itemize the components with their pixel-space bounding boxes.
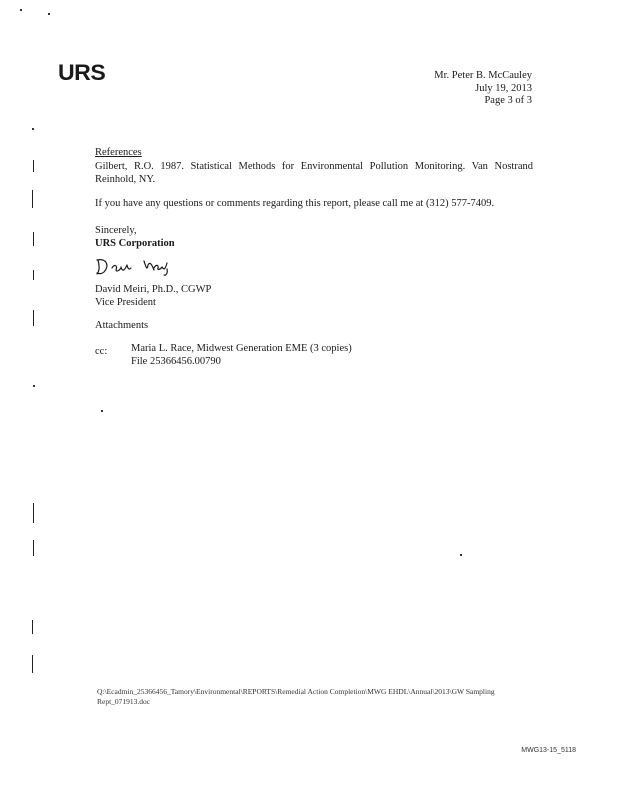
cc-recipient: Maria L. Race, Midwest Generation EME (3 copies) [131, 343, 352, 354]
document-path-line: Q:\Ecadmin_25366456_Tamory\Environmental\REPORTS\Remedial Action Completion\MWG EHDL\Annual\2013\GW Sampling [97, 687, 495, 696]
page-number: Page 3 of 3 [484, 95, 532, 106]
recipient-name: Mr. Peter B. McCauley [434, 70, 532, 81]
reference-entry: Gilbert, R.O. 1987. Statistical Methods for Environmental Pollution Monitoring. Van Nostrand Reinhold, NY. [95, 161, 533, 185]
scan-artifact [20, 9, 22, 11]
document-path [97, 687, 507, 706]
cc-file: File 25366456.00790 [131, 355, 221, 367]
company-name: URS Corporation [95, 237, 175, 249]
scan-artifact [33, 540, 34, 556]
cc-list [131, 343, 352, 368]
scan-artifact [460, 554, 462, 556]
letter-date: July 19, 2013 [475, 82, 532, 94]
scan-artifact [32, 620, 33, 634]
scan-artifact [33, 503, 34, 523]
scan-artifact [32, 128, 34, 130]
scan-artifact [33, 160, 34, 172]
scan-artifact [32, 655, 33, 673]
letter-header [434, 70, 532, 108]
scan-artifact [33, 310, 34, 326]
scan-artifact [33, 385, 35, 387]
salutation: Sincerely, [95, 225, 137, 236]
handwritten-signature [94, 253, 184, 277]
cc-label: cc: [95, 346, 108, 357]
scan-artifact [33, 270, 34, 280]
document-path-filename: Rept_071913.doc [97, 696, 151, 706]
urs-logo: URS [58, 60, 106, 85]
signer-block [95, 284, 211, 309]
attachments-label: Attachments [95, 320, 149, 331]
scan-artifact [32, 190, 33, 208]
references-heading: References [95, 147, 142, 158]
signer-title: Vice President [95, 296, 156, 308]
scan-artifact [48, 13, 50, 15]
scan-artifact [101, 410, 103, 412]
signer-name: David Meiri, Ph.D., CGWP [95, 284, 212, 295]
scan-artifact [33, 232, 34, 246]
closing-block [95, 225, 175, 250]
contact-paragraph: If you have any questions or comments regarding this report, please call me at (312) 577-7409. [95, 198, 495, 209]
bates-number: MWG13-15_5118 [521, 747, 576, 754]
